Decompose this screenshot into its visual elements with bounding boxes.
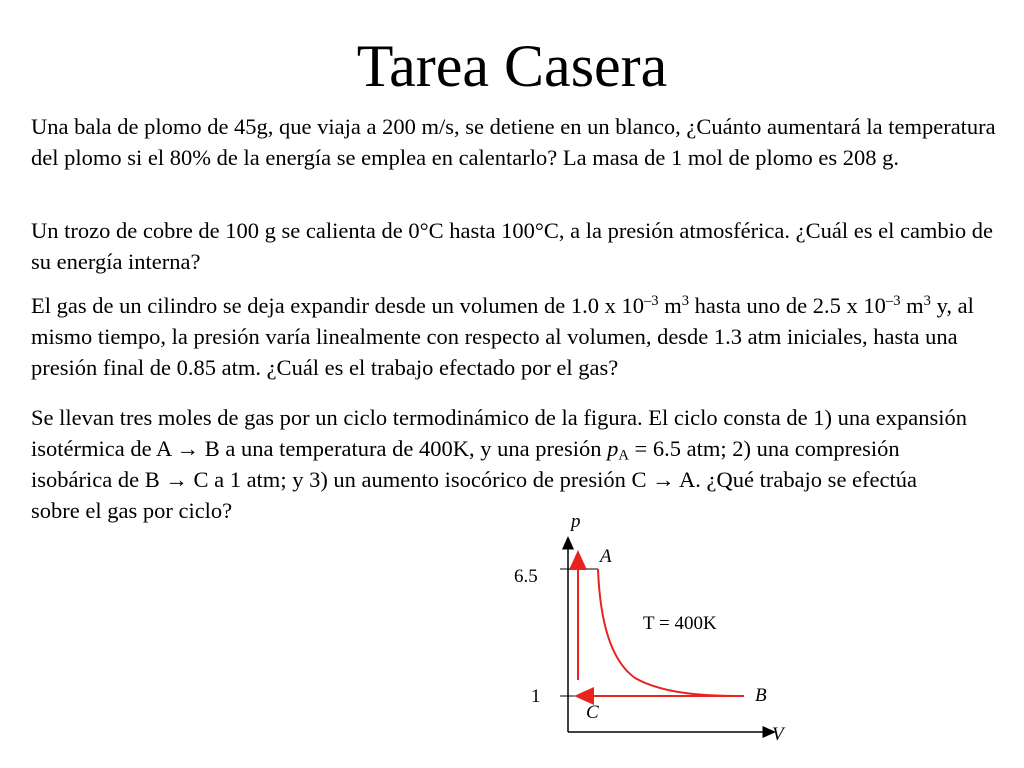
subscript-a: A: [618, 447, 629, 464]
axis-p-label: p: [571, 511, 581, 532]
point-c-label: C: [586, 702, 599, 723]
problem-4-text: [31, 402, 971, 526]
problem-3-text-part: El gas de un cilindro se deja expandir desde un volumen de 1.0 x 10: [31, 293, 644, 318]
page-title: Tarea Casera: [356, 33, 668, 99]
point-b-label: B: [755, 685, 767, 706]
isotherm-label: T = 400K: [643, 613, 717, 634]
pressure-symbol: p: [607, 436, 619, 461]
exponent: 3: [681, 292, 690, 309]
exponent: –3: [885, 292, 901, 309]
tick-low-label: 1: [531, 686, 541, 707]
tick-high-label: 6.5: [514, 566, 538, 587]
problem-1-text: Una bala de plomo de 45g, que viaja a 200 m/s, se detiene en un blanco, ¿Cuánto aumentará la temperatura del plomo si el 80% de la energía se emplea en calentarlo? La masa de 1 mol de plomo es 208 g.: [31, 114, 996, 170]
problem-4-text-part: Se llevan tres moles de gas por un ciclo termodinámico de la figura. El ciclo consta de 1) una expansión isotérmica de A → B a una temperatura de 400K, y una presión: [31, 405, 967, 461]
point-a-label: A: [600, 546, 612, 567]
problem-4-text-part: = 6.5 atm; 2) una compresión isobárica de B → C a 1 atm; y 3) un aumento isocórico de presión C → A. ¿Qué trabajo se efectúa sobre el gas por ciclo?: [31, 436, 917, 523]
problem-3-text-part: y, al mismo tiempo, la presión varía linealmente con respecto al volumen, desde 1.3 atm iniciales, hasta una presión final de 0.85 atm. ¿Cuál es el trabajo efectado por el gas?: [31, 293, 974, 380]
problem-3-text: [31, 290, 997, 383]
axis-v-label: V: [772, 724, 784, 745]
exponent: 3: [923, 292, 931, 309]
problem-3-text-part: hasta uno de 2.5 x 10: [689, 293, 886, 318]
exponent: –3: [643, 292, 659, 309]
pv-cycle-diagram: [500, 510, 800, 745]
problem-3-text-part: m: [900, 293, 924, 318]
problem-3-text-part: m: [658, 293, 682, 318]
problem-2-text: Un trozo de cobre de 100 g se calienta de 0°C hasta 100°C, a la presión atmosférica. ¿Cuál es el cambio de su energía interna?: [31, 218, 994, 274]
